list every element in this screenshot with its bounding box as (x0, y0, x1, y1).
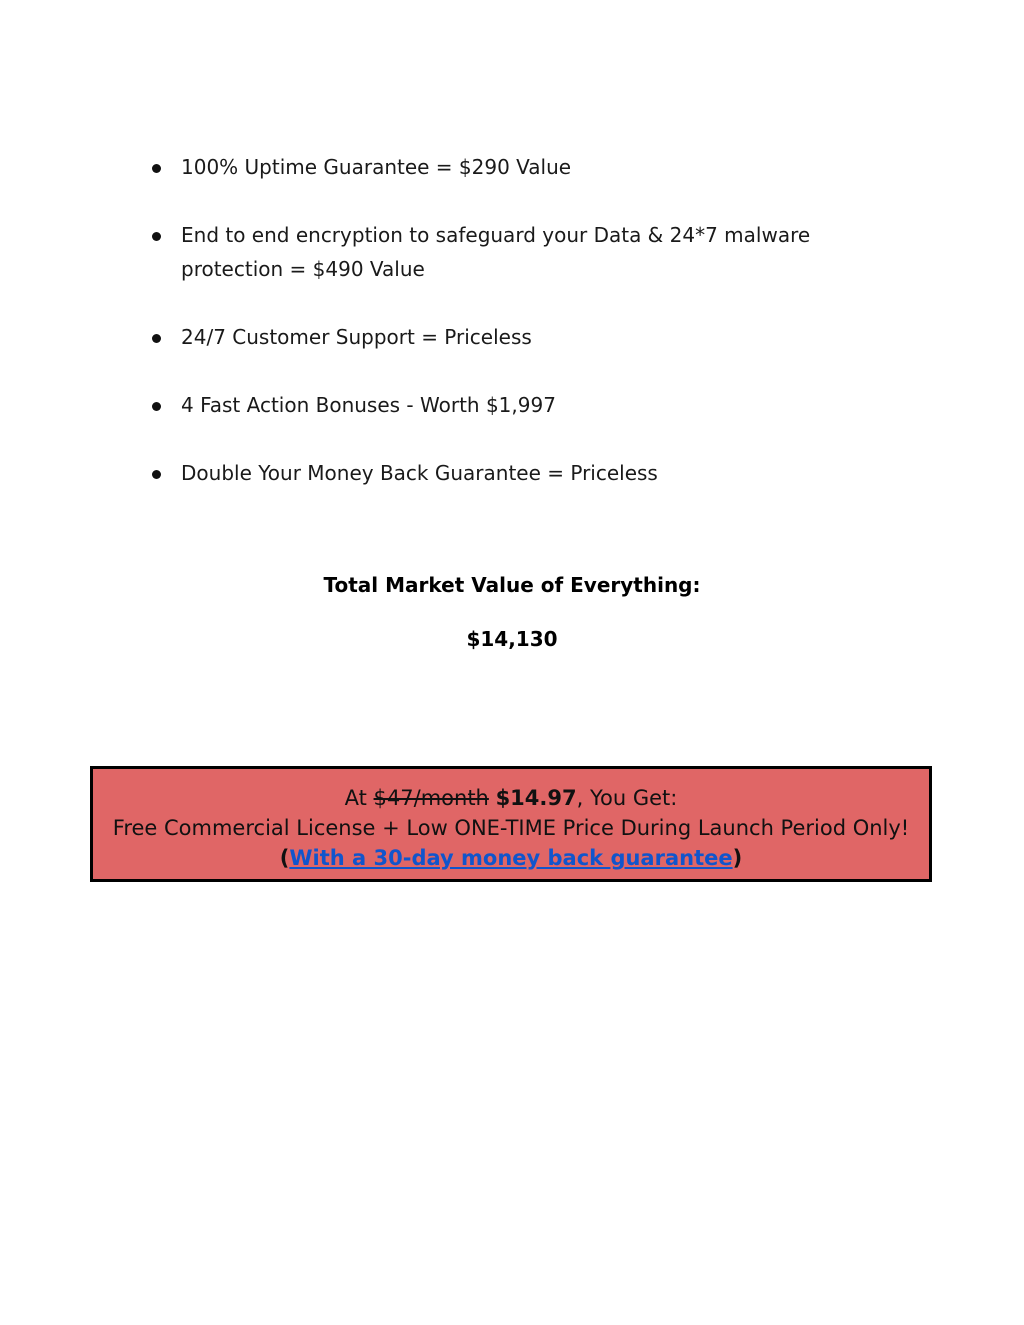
paren-close: ) (732, 846, 743, 870)
offer-guarantee-line (93, 843, 929, 873)
list-item (152, 218, 872, 286)
bullet-icon (152, 470, 161, 479)
offer-content (93, 769, 929, 873)
total-market-value-heading: Total Market Value of Everything: (323, 573, 701, 597)
bullet-text: End to end encryption to safeguard your Data & 24*7 malware protection = $490 Value (181, 223, 811, 281)
offer-suffix: , You Get: (576, 786, 678, 810)
offer-license-line: Free Commercial License + Low ONE-TIME Price During Launch Period Only! (112, 816, 910, 840)
list-item (152, 456, 872, 490)
bullet-icon (152, 334, 161, 343)
bullet-icon (152, 164, 161, 173)
bullet-text: 24/7 Customer Support = Priceless (181, 325, 532, 349)
benefits-list (152, 150, 872, 524)
offer-box (90, 766, 932, 882)
old-price: $47/month (373, 786, 489, 810)
list-item (152, 388, 872, 422)
bullet-text: 4 Fast Action Bonuses - Worth $1,997 (181, 393, 556, 417)
list-item (152, 150, 872, 184)
total-market-value: $14,130 (466, 627, 558, 651)
list-item (152, 320, 872, 354)
offer-price-line (93, 783, 929, 813)
bullet-text: Double Your Money Back Guarantee = Priceless (181, 461, 658, 485)
guarantee-link[interactable]: With a 30-day money back guarantee (289, 846, 733, 870)
paren-open: ( (279, 846, 290, 870)
bullet-icon (152, 402, 161, 411)
offer-prefix: At (344, 786, 374, 810)
bullet-icon (152, 232, 161, 241)
bullet-text: 100% Uptime Guarantee = $290 Value (181, 155, 572, 179)
new-price: $14.97 (495, 786, 577, 810)
